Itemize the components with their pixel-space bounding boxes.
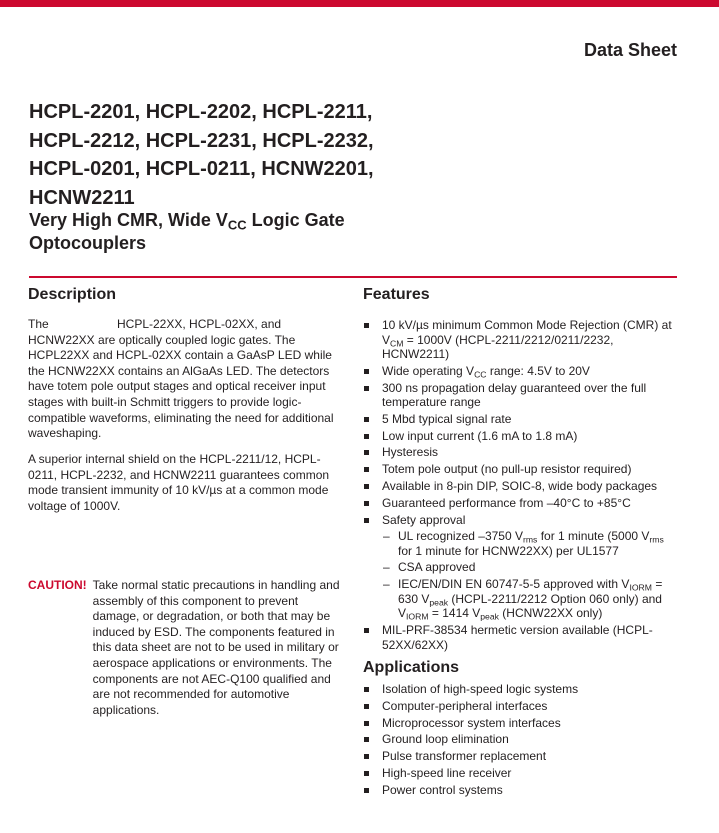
bullet-icon (364, 687, 369, 692)
list-item: Totem pole output (no pull-up resistor required) (363, 462, 681, 477)
list-item: Isolation of high-speed logic systems (363, 682, 681, 697)
features-list (363, 318, 681, 654)
features-heading: Features (363, 286, 430, 303)
bullet-icon (364, 628, 369, 633)
list-item: 10 kV/µs minimum Common Mode Rejection (CMR) at $V_{CM} = 1000V$ (HCPL-2211/2212/0211/2232, HCNW2211) (363, 318, 681, 362)
list-item: MIL-PRF-38534 hermetic version available (HCPL-52XX/62XX) (363, 623, 681, 652)
list-item: Hysteresis (363, 445, 681, 460)
caution-text: Take normal static precautions in handling and assembly of this component to prevent damage, or degradation, or both that may be induced by ESD. The components featured in this data sheet are not to be used in military or aerospace applications or environments. The components are not AEC-Q100 qualified and are not recommended for automotive applications. (92, 578, 340, 717)
sub-list-item: – UL recognized –3750 $V_{rms}$ for 1 minute (5000 $V_{rms}$ for 1 minute for HCNW22XX) per UL1577 (383, 529, 664, 558)
title-line: HCPL-2212, HCPL-2231, HCPL-2232, (29, 129, 374, 152)
bullet-icon (364, 386, 369, 391)
list-item: High-speed line receiver (363, 766, 681, 781)
bullet-icon (364, 518, 369, 523)
bullet-icon (364, 771, 369, 776)
bullet-icon (364, 434, 369, 439)
bullet-icon (364, 417, 369, 422)
sub-list-item: – CSA approved (383, 560, 476, 575)
caution-notice (28, 578, 343, 718)
list-item-safety: Safety approval – UL recognized –3750 $V_{rms}$ for 1 minute (5000 $V_{rms}$ for 1 minute for HCNW22XX) per UL1577 – CSA approved – IEC/EN/DIN EN 60747-5-5 approved with $V_{IORM} = 630$ $V_{peak}$ (HCPL-2211/2212 Option 060 only) and $V_{IORM} = 1414$ $V_{peak}$ (HCNW22XX only) (363, 513, 681, 621)
bullet-icon (364, 704, 369, 709)
document-subtitle: Very High CMR, Wide $V_{CC}$ Logic Gate Optocouplers (29, 210, 345, 253)
document-title (29, 98, 549, 212)
dash-icon: – (383, 529, 390, 544)
list-item: 5 Mbd typical signal rate (363, 412, 681, 427)
description-paragraph-2: A superior internal shield on the HCPL-2211/12, HCPL-0211, HCPL-2232, and HCNW2211 guarantees common mode transient immunity of 10 kV/µs at a common mode voltage of 1000V. (28, 452, 330, 513)
description-heading: Description (28, 286, 117, 303)
title-line: HCNW2211 (29, 186, 135, 209)
list-item: Wide operating $V_{CC}$ range: 4.5V to 20V (363, 364, 681, 379)
bullet-icon (364, 501, 369, 506)
doc-type-label: Data Sheet (583, 40, 677, 60)
list-item: Low input current (1.6 mA to 1.8 mA) (363, 429, 681, 444)
list-item: Computer-peripheral interfaces (363, 699, 681, 714)
title-line: HCPL-2201, HCPL-2202, HCPL-2211, (29, 101, 373, 123)
top-accent-bar (0, 0, 719, 7)
dash-icon: – (383, 560, 390, 575)
list-item: Pulse transformer replacement (363, 749, 681, 764)
bullet-icon (364, 788, 369, 793)
list-item: Guaranteed performance from –40°C to +85°C (363, 496, 681, 511)
dash-icon: – (383, 577, 390, 592)
list-item: Microprocessor system interfaces (363, 716, 681, 731)
title-divider (29, 276, 677, 278)
list-item: Ground loop elimination (363, 732, 681, 747)
list-item: Power control systems (363, 783, 681, 798)
bullet-icon (364, 369, 369, 374)
list-item: 300 ns propagation delay guaranteed over the full temperature range (363, 381, 681, 410)
bullet-icon (364, 721, 369, 726)
bullet-icon (364, 754, 369, 759)
applications-list (363, 682, 681, 800)
bullet-icon (364, 450, 369, 455)
bullet-icon (364, 467, 369, 472)
bullet-icon (364, 484, 369, 489)
bullet-icon (364, 323, 369, 328)
sub-list-item: – IEC/EN/DIN EN 60747-5-5 approved with $V_{IORM} = 630$ $V_{peak}$ (HCPL-2211/2212 Option 060 only) and $V_{IORM} = 1414$ $V_{peak}$ (HCNW22XX only) (383, 577, 663, 622)
list-item: Available in 8-pin DIP, SOIC-8, wide body packages (363, 479, 681, 494)
caution-label: CAUTION! (28, 578, 87, 592)
bullet-icon (364, 737, 369, 742)
description-paragraph-1: The HCPL-22XX, HCPL-02XX, and HCNW22XX are optically coupled logic gates. The HCPL22XX and HCPL-02XX contain a GaAsP LED while the HCNW22XX contains an AlGaAs LED. The detectors have totem pole output stages and optical receiver input stages with built-in Schmitt triggers to provide logic-compatible waveforms, eliminating the need for additional waveshaping. (28, 317, 334, 441)
applications-heading: Applications (363, 659, 460, 676)
title-line: HCPL-0201, HCPL-0211, HCNW2201, (29, 158, 374, 180)
safety-sublist (382, 529, 681, 621)
